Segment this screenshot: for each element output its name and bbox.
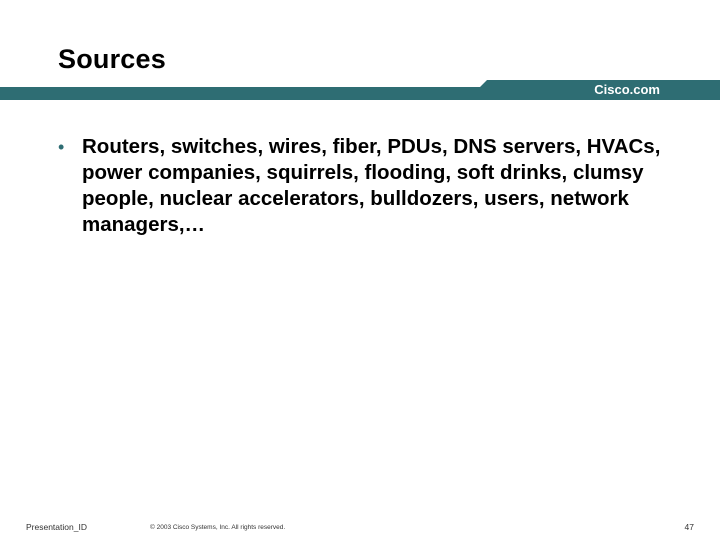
bullet-text: Routers, switches, wires, fiber, PDUs, DNS servers, HVACs, power companies, squirrels, flooding, soft drinks, clumsy people, nuclear accelerators, bulldozers, users, network managers,…	[82, 135, 661, 236]
bullet-list	[58, 134, 678, 238]
bullet-icon: •	[58, 137, 65, 157]
bullet-item	[58, 134, 678, 238]
footer-copyright: © 2003 Cisco Systems, Inc. All rights reserved.	[150, 524, 286, 531]
brand-label: Cisco.com	[594, 82, 660, 97]
slide-title: Sources	[58, 44, 166, 74]
footer-presentation-id: Presentation_ID	[26, 522, 87, 532]
footer-page-number: 47	[684, 522, 694, 532]
